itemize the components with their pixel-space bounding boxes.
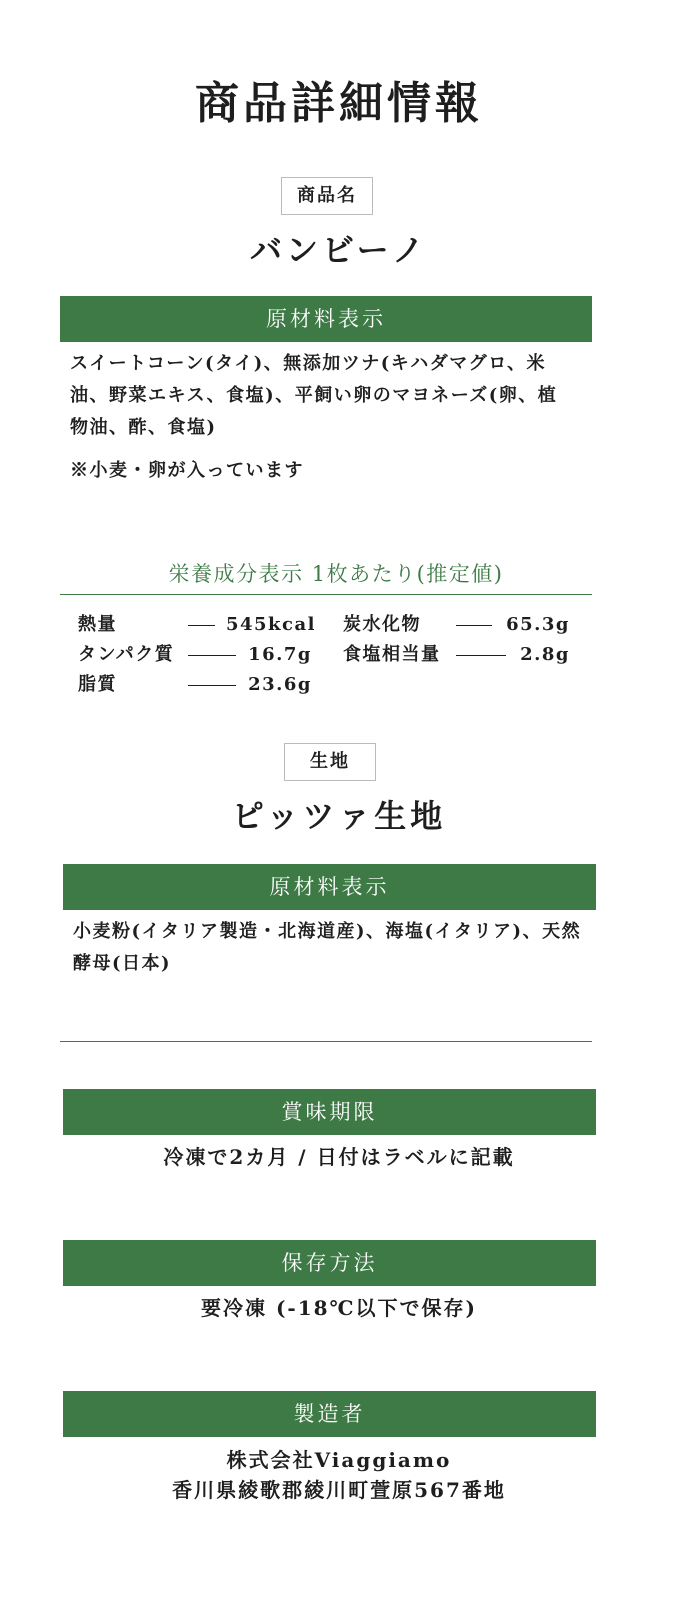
shelf-life-header: 賞味期限 [63, 1089, 596, 1135]
nutrition-label: タンパク質 [78, 644, 175, 665]
product-ingredients-header: 原材料表示 [60, 296, 592, 342]
ingredients-line: 油、野菜エキス、食塩)、平飼い卵のマヨネーズ(卵、植 [70, 385, 558, 406]
storage-text: 要冷凍 (-18℃以下で保存) [201, 1296, 477, 1320]
nutrition-title: 栄養成分表示 1枚あたり(推定値) [168, 562, 504, 586]
nutrition-value: 23.6g [248, 674, 312, 695]
nutrition-row [0, 640, 678, 670]
nutrition-dash [188, 655, 236, 656]
nutrition-label: 食塩相当量 [343, 644, 441, 665]
ingredients-line: 小麦粉(イタリア製造・北海道産)、海塩(イタリア)、天然 [73, 921, 582, 942]
manufacturer-header: 製造者 [63, 1391, 596, 1437]
ingredients-line: スイートコーン(タイ)、無添加ツナ(キハダマグロ、米 [70, 353, 547, 374]
manufacturer-address: 香川県綾歌郡綾川町萱原567番地 [172, 1478, 506, 1502]
nutrition-value: 2.8g [520, 644, 570, 665]
page-title: 商品詳細情報 [195, 78, 483, 129]
nutrition-row [0, 610, 678, 640]
nutrition-dash [188, 625, 215, 626]
product-ingredients-text [70, 348, 590, 444]
dough-ingredients-text [73, 916, 593, 980]
shelf-life-text: 冷凍で2カ月 / 日付はラベルに記載 [163, 1145, 515, 1169]
product-name-tag: 商品名 [281, 177, 373, 215]
dough-name: ピッツァ生地 [231, 797, 447, 835]
dough-ingredients-header: 原材料表示 [63, 864, 596, 910]
nutrition-row [0, 670, 678, 700]
section-divider [60, 1041, 592, 1042]
nutrition-label: 脂質 [78, 674, 117, 695]
nutrition-label: 炭水化物 [343, 614, 421, 635]
ingredients-line: 物油、酢、食塩) [70, 417, 217, 438]
nutrition-divider [60, 594, 592, 595]
nutrition-dash [456, 625, 492, 626]
nutrition-value: 16.7g [248, 644, 312, 665]
nutrition-table [0, 610, 678, 705]
nutrition-value: 545kcal [225, 614, 316, 635]
nutrition-dash [188, 685, 236, 686]
product-name: バンビーノ [249, 231, 429, 269]
dough-tag: 生地 [284, 743, 376, 781]
manufacturer-name: 株式会社Viaggiamo [226, 1448, 452, 1472]
nutrition-value: 65.3g [506, 614, 570, 635]
nutrition-label: 熱量 [78, 614, 117, 635]
ingredients-line: 酵母(日本) [73, 953, 172, 974]
storage-header: 保存方法 [63, 1240, 596, 1286]
nutrition-dash [456, 655, 506, 656]
allergy-note: ※小麦・卵が入っています [70, 460, 304, 481]
